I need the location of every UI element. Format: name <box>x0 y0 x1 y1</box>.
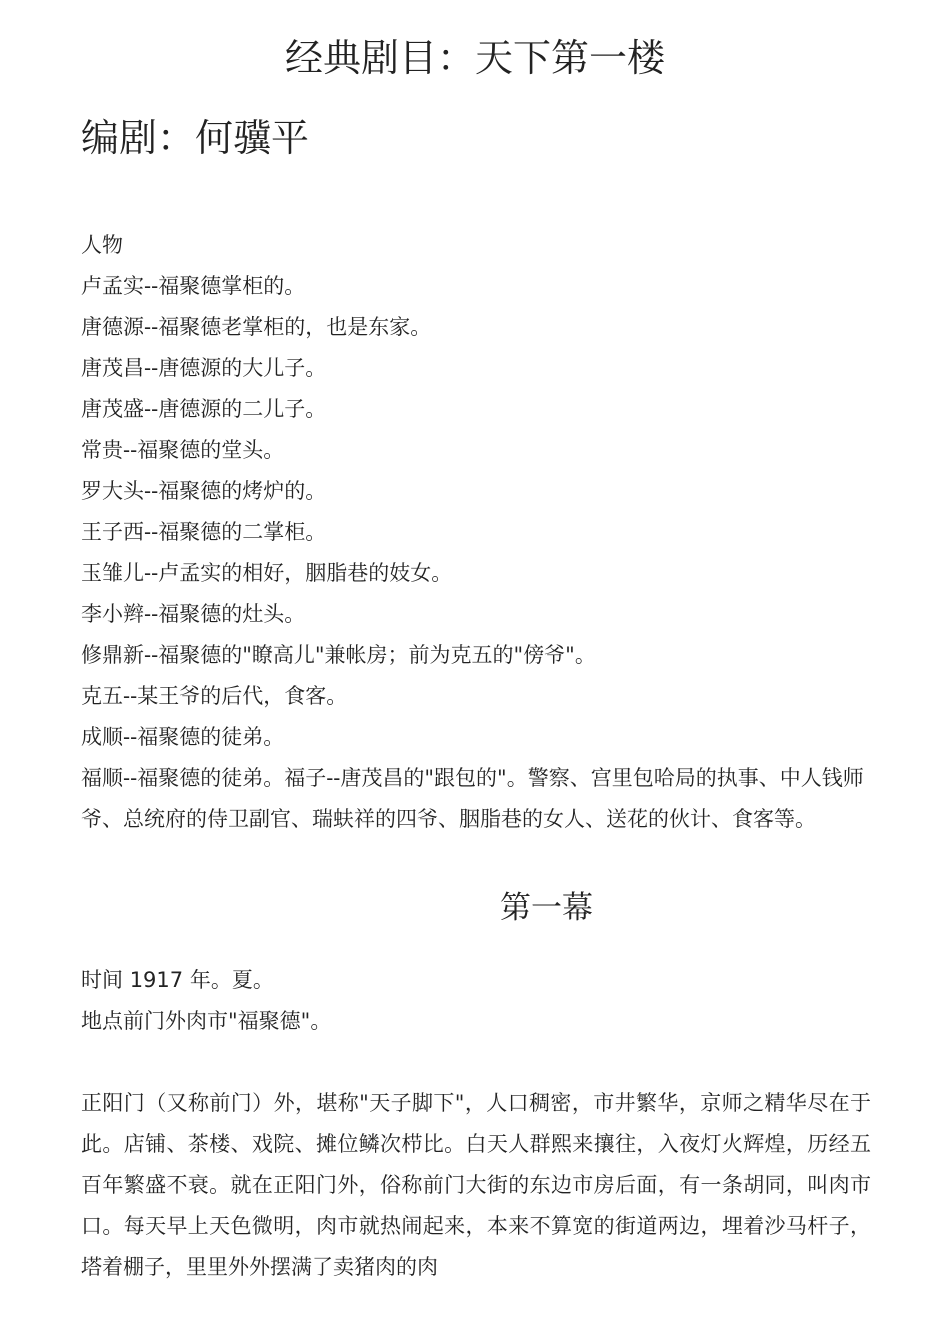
act-heading: 第一幕 <box>500 890 593 926</box>
scene-time-suffix: 年。夏。 <box>189 968 274 992</box>
cast-entry: 玉雏儿--卢孟实的相好，胭脂巷的妓女。 <box>81 561 453 585</box>
cast-entry: 成顺--福聚德的徒弟。 <box>81 725 285 749</box>
scene-time <box>81 960 871 1001</box>
author-line: 编剧：何骥平 <box>81 116 310 160</box>
cast-heading: 人物 <box>81 233 123 257</box>
cast-entry: 王子西--福聚德的二掌柜。 <box>81 520 327 544</box>
scene-time-prefix: 时间 <box>81 968 123 992</box>
scene-time-year: 1917 <box>129 968 184 992</box>
cast-entry: 常贵--福聚德的堂头。 <box>81 438 285 462</box>
cast-list <box>81 225 871 840</box>
cast-entry: 唐茂昌--唐德源的大儿子。 <box>81 356 327 380</box>
cast-entry: 李小辫--福聚德的灶头。 <box>81 602 306 626</box>
cast-entry: 罗大头--福聚德的烤炉的。 <box>81 479 327 503</box>
cast-entry: 卢孟实--福聚德掌柜的。 <box>81 274 306 298</box>
scene-info <box>81 960 871 1042</box>
cast-entry: 福顺--福聚德的徒弟。福子--唐茂昌的"跟包的"。警察、宫里包哈局的执事、中人钱师爷、总统府的侍卫副官、瑞蚨祥的四爷、胭脂巷的女人、送花的伙计、食客等。 <box>81 766 864 831</box>
scene-paragraph: 正阳门（又称前门）外，堪称"天子脚下"，人口稠密，市井繁华，京师之精华尽在于此。店铺、茶楼、戏院、摊位鳞次栉比。白天人群熙来攘往，入夜灯火辉煌，历经五百年繁盛不衰。就在正阳门外，俗称前门大街的东边市房后面，有一条胡同，叫肉市口。每天早上天色微明，肉市就热闹起来，本来不算宽的街道两边，埋着沙马杆子，塔着棚子，里里外外摆满了卖猪肉的肉 <box>81 1091 871 1279</box>
cast-entry: 唐德源--福聚德老掌柜的，也是东家。 <box>81 315 432 339</box>
scene-place: 地点前门外肉市"福聚德"。 <box>81 1009 332 1033</box>
cast-entry: 修鼎新--福聚德的"瞭高儿"兼帐房；前为克五的"傍爷"。 <box>81 643 596 667</box>
document-title: 经典剧目：天下第一楼 <box>284 36 665 80</box>
cast-entry: 克五--某王爷的后代，食客。 <box>81 684 348 708</box>
scene-description <box>81 1083 871 1288</box>
cast-entry: 唐茂盛--唐德源的二儿子。 <box>81 397 327 421</box>
